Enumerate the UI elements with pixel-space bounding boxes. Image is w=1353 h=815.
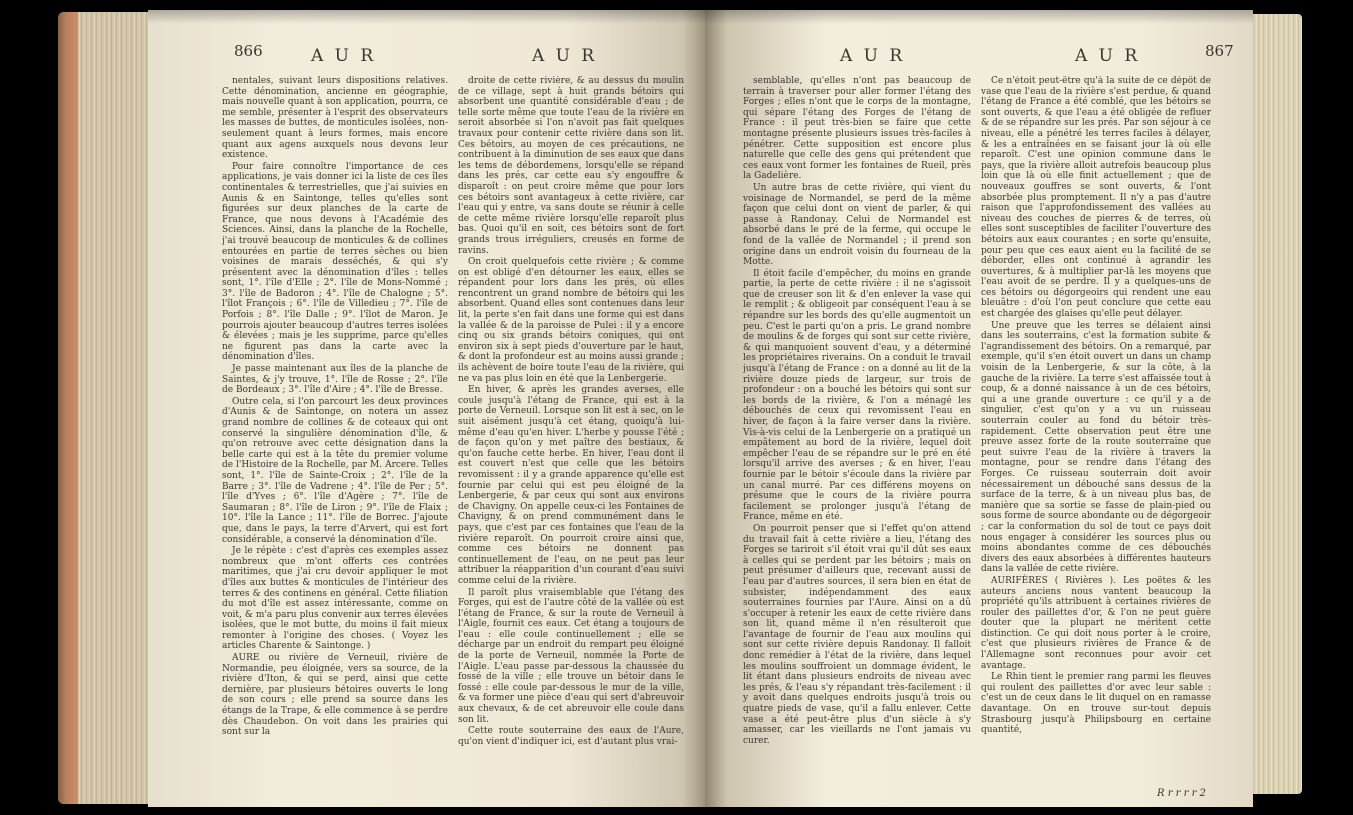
running-head-left-b: A U R — [532, 46, 598, 66]
paragraph: Je le répète : c'est d'après ces exemples assez nombreux que m'ont offerts ces contrées maritimes, que j'ai cru devoir appliquer le mot d'îles aux buttes & monticules de l'intérieur des terres & des continens en général. Cette filiation du mot d'île est assez intéressante, comme on voit, & m'a paru plus convenir aux terres élevées isolées, que le mot butte, du moins il fait mieux remonter à l'origine des choses. ( Voyez les articles Charente & Saintonge. ) — [222, 546, 448, 652]
paragraph: Ce n'étoit peut-être qu'à la suite de ce dépôt de vase que l'eau de la rivière s'est perdue, & quand l'étang de France a été comblé, que les bétoirs se sont ouverts, & que l'eau a été obligée de refluer & de se répandre sur les prés. Par son séjour à ce niveau, elle a pénétré les terres faciles à délayer, & les a entraînées en se faisant jour là où elle reparoît. C'est une opinion commune dans le pays, que la rivière alloit autrefois beaucoup plus loin que là où elle finit actuellement ; que de nouveaux gouffres se sont ouverts, & l'ont absorbée plus promptement. Il n'y a pas d'autre raison que l'approfondissement des vallées au niveau des couches de pierres & de terres, où elles sont susceptibles de faciliter l'ouverture des bétoirs aux eaux courantes ; en sorte qu'ensuite, pour peu que ces eaux aient eu la facilité de se déborder, elles ont continué à agrandir les ouvertures, & à multiplier par-là les moyens que l'eau avoit de se perdre. Il y a quelques-uns de ces bétoirs ou dégorgeoirs qui rendent une eau bleuâtre : d'où l'on peut conclure que cette eau est chargée des glaises qu'elle peut délayer. — [981, 76, 1211, 320]
page-number-right: 867 — [1205, 42, 1234, 60]
right-page — [705, 10, 1253, 807]
paragraph: AURIFÈRES ( Rivières ). Les poëtes & les auteurs anciens nous vantent beaucoup la propriété qu'ils attribuent à certaines rivières de rouler des paillettes d'or, & l'on ne peut guère douter que la plupart ne méritent cette distinction. Ce qui doit nous porter à le croire, c'est que plusieurs rivières de France & de l'Allemagne sont reconnues pour avoir cet avantage. — [981, 575, 1211, 671]
paragraph: Il étoit facile d'empêcher, du moins en grande partie, la perte de cette rivière : il ne s'agissoit que de creuser son lit & d'en enlever la vase qui le remplit ; & obligeoit par conséquent l'eau à se répandre sur les bords des qu'elle augmentoit un peu. C'est le parti qu'on a pris. Le grand nombre de moulins & de forges qui sont sur cette rivière, & qui manquoient souvent d'eau, y a déterminé les propriétaires riverains. On a conduit le travail jusqu'à l'étang de France : on a donné au lit de la rivière douze pieds de largeur, sur trois de profondeur : on a bouché les bétoirs qui sont sur les bords de la rivière, & l'on a ménagé les débouchés de ceux qui revomissent l'eau en hiver, de façon à la faire verser dans la rivière. Vis-à-vis celui de la Lenbergerie on a pratiqué un empâtement au bord de la rivière, lequel doit empêcher l'eau de se répandre sur le pré en été lorsqu'il arrive des averses ; & en hiver, l'eau fournie par le bétoir s'écoule dans la rivière par un canal murré. Par ces différens moyens on présume que le cours de la rivière pourra facilement se prolonger jusqu'à l'étang de France, même en été. — [743, 268, 971, 523]
top-shadow — [148, 10, 705, 24]
book-cover-edge — [58, 12, 78, 804]
top-shadow — [705, 10, 1253, 24]
paragraph: AURE ou rivière de Verneuil, rivière de Normandie, peu éloignée, vers sa source, de la rivière d'Iton, & qui se perd, ainsi que cette dernière, par plusieurs bétoires ouverts le long de son cours ; elle prend sa source dans les étangs de la Trape, & elle commence à se perdre dès Chaudebon. On voit dans les prairies qui sont sur la — [222, 653, 448, 738]
paragraph: Pour faire connoître l'importance de ces applications, je vais donner ici la liste de ces îles continentales & terrestrielles, que j'ai suivies en Aunis & en Saintonge, telles qu'elles sont figurées sur deux planches de la carte de France, que nous devons à l'Académie des Sciences. Ainsi, dans la planche de la Rochelle, j'ai trouvé beaucoup de monticules & de collines entourées en partie de terres sèches ou bien voisines de marais desséchés, & qui s'y présentent avec la dénomination d'îles : telles sont, 1°. l'île d'Elle ; 2°. l'île de Mons-Nommé ; 3°. l'île de Badoron ; 4°. l'île de Chalogne ; 5°. l'îlot François ; 6°. l'île de Villedieu ; 7°. l'île de Porfois ; 8°. l'île Dalle ; 9°. l'îlot de Maron. Je pourrois ajouter beaucoup d'autres terres isolées & élevées ; mais je les supprime, parce qu'elles ne figurent pas dans la carte avec la dénomination d'îles. — [222, 161, 448, 363]
right-page-stack-edge — [1250, 14, 1302, 794]
paragraph: Il paroît plus vraisemblable que l'étang des Forges, qui est de l'autre côté de la vallée où est l'étang de France, & sur la route de Verneuil à l'Aigle, fournit ces eaux. Cet étang a toujours de l'eau : elle coule continuellement ; elle se décharge par un endroit du rempart peu éloigné de la porte de Verneuil, nommée la Porte de l'Aigle. L'eau passe par-dessous la chaussée du fossé de la ville ; elle trouve un bétoir dans le fossé : elle coule par-dessous le mur de la ville, & va former une pièce d'eau qui sert d'abreuvoir aux chevaux, & de cet abreuvoir elle coule dans son lit. — [458, 587, 684, 725]
paragraph: Je passe maintenant aux îles de la planche de Saintes, & j'y trouve, 1°. l'île de Rosse ; 2°. l'île de Bordeaux ; 3°. l'île d'Aire ; 4°. l'île de Bresse. — [222, 364, 448, 396]
paragraph: On pourroit penser que si l'effet qu'on attend du travail fait à cette rivière a lieu, l'étang des Forges se tariroit s'il étoit vrai qu'il dût ses eaux à celles qui se perdent par les bétoirs ; mais on peut présumer d'ailleurs que, recevant aussi de l'eau par d'autres sources, il sera bien en état de subsister, indépendamment des eaux souterraines fournies par l'Aure. Ainsi on a dû s'occuper à retenir les eaux de cette rivière dans son lit, quand même il n'en résulteroit que l'avantage de fournir de l'eau aux moulins qui sont sur cette rivière depuis Randonay. Il falloit donc remédier à l'état de la rivière, dans lequel les moulins souffroient un dommage évident, le lit étant dans plusieurs endroits de niveau avec les prés, & l'eau s'y répandant très-facilement : il y avoit dans quelques endroits jusqu'à trois ou quatre pieds de vase, qu'il a fallu enlever. Cette vase a été peut-être plus d'un siècle à s'y amasser, car les vieillards ne l'ont jamais vu curer. — [743, 523, 971, 746]
left-page — [148, 10, 705, 807]
paragraph: nentales, suivant leurs dispositions relatives. Cette dénomination, ancienne en géographie, mais nouvelle quant à son application, pourra, ce me semble, présenter à l'esprit des observateurs les masses de buttes, de monticules isolées, non-seulement quant à leurs formes, mais encore quant aux agens auxquels nous devons leur existence. — [222, 76, 448, 161]
paragraph: Une preuve que les terres se délaient ainsi dans les souterrains, c'est la formation subite & l'agrandissement des bétoirs. On a remarqué, par exemple, qu'il s'en étoit ouvert un dans un champ voisin de la Lenbergerie, & sur la côte, à la gauche de la rivière. La terre s'est affaissée tout à coup, & a donné naissance à un de ces bétoirs, qui a une grande ouverture : ce qu'il y a de singulier, c'est qu'on y a vu un ruisseau souterrain couler au fond du bétoir très-rapidement. Cette observation peut être une preuve assez forte de la route souterraine que peut suivre l'eau de la rivière à travers la montagne, pour se rendre dans l'étang des Forges. Ce ruisseau souterrain doit avoir nécessairement un débouché sans dessus de la surface de la terre, & à un niveau plus bas, de manière que sa sortie se fasse de plain-pied ou sous forme de source abondante ou de dégorgeoir ; car la conformation du sol de tout ce pays doit nous engager à considérer les sources plus ou moins abondantes comme de ces débouchés divers des eaux absorbées à différentes hauteurs dans la vallée de cette rivière. — [981, 320, 1211, 575]
running-head-right-b: A U R — [1075, 46, 1141, 66]
paragraph: Outre cela, si l'on parcourt les deux provinces d'Aunis & de Saintonge, on notera un assez grand nombre de collines & de coteaux qui ont conservé la singulière dénomination d'île, & qu'on retrouve avec cette désignation dans la belle carte qui est à la tête du premier volume de l'Histoire de la Rochelle, par M. Arcere. Telles sont, 1°. l'île de Sainte-Croix ; 2°. l'île de la Barre ; 3°. l'île de Vadrene ; 4°. l'île de Per ; 5°. l'île d'Yves ; 6°. l'île d'Agère ; 7°. l'île de Saumaran ; 8°. l'île de Liron ; 9°. l'île de Flaix ; 10°. l'île la Lance ; 11°. l'île de Borrec. J'ajoute que, dans le pays, la terre d'Arvert, qui est fort considérable, a conservé la dénomination d'île. — [222, 396, 448, 545]
page-number-left: 866 — [234, 42, 263, 60]
paragraph: semblable, qu'elles n'ont pas beaucoup de terrain à traverser pour aller former l'étang des Forges ; elles n'ont que le corps de la montagne, qui sépare l'étang des Forges de l'étang de France : il peut très-bien se faire que cette montagne présente plusieurs issues très-faciles à pénétrer. Cette supposition est encore plus naturelle que celle des gens qui prétendent que ces eaux vont former les fontaines de Rueil, près la Gadelière. — [743, 76, 971, 182]
left-page-column-1 — [222, 76, 448, 798]
right-page-column-1 — [743, 76, 971, 798]
paragraph: Cette route souterraine des eaux de l'Aure, qu'on vient d'indiquer ici, est d'autant plus vrai- — [458, 726, 684, 747]
running-head-left-a: A U R — [311, 46, 377, 66]
paragraph: Un autre bras de cette rivière, qui vient du voisinage de Normandel, se perd de la même façon que celui dont on vient de parler, & qui passe à Randonay. Celui de Normandel est absorbé dans le pré de la ferme, qui occupe le fond de la vallée de Normandel ; il prend son origine dans un endroit voisin du fourneau de la Motte. — [743, 182, 971, 268]
signature-mark: R r r r r 2 — [1157, 788, 1206, 799]
paragraph: En hiver, & après les grandes averses, elle coule jusqu'à l'étang de France, qui est à la porte de Verneuil. Lorsque son lit est à sec, on le suit aisément jusqu'à cet étang, quoiqu'à lui-même d'eau qu'en hiver. L'herbe y pousse l'été ; de façon qu'on y met paître des bestiaux, & qu'on fauche cette herbe. En hiver, l'eau dont il est couvert n'est que celle que les bétoirs revomissent : il y a grande apparence qu'elle est fournie par celui qui est peu éloigné de la Lenbergerie, & par ceux qui sont aux environs de Chavigny. On appelle ceux-ci les Fontaines de Chavigny, & on prend communément dans le pays, que c'est par ces fontaines que l'eau de la rivière reparoît. On pourroit croire ainsi que, comme ces bétoirs ne donnent pas continuellement de l'eau, on ne peut pas leur attribuer la réapparition d'un courant d'eau suivi comme celui de la rivière. — [458, 385, 684, 586]
paragraph: On croit quelquefois cette rivière ; & comme on est obligé d'en détourner les eaux, elles se répandent pour lors dans les prés, où elles rencontrent un grand nombre de bétoirs qui les absorbent. Quand elles sont contenues dans leur lit, la perte s'en fait dans une forme qui est dans la vallée & de la paroisse de Pulei : il y a encore cinq ou six grands bétoirs coniques, qui ont environ six à sept pieds d'ouverture par le haut, & dont la profondeur est au moins aussi grande ; ils achèvent de boire toute l'eau de la rivière, qui ne va pas plus loin en été que la Lenbergerie. — [458, 257, 684, 384]
paragraph: droite de cette rivière, & au dessus du moulin de ce village, sept à huit grands bétoirs qui absorbent une quantité considérable d'eau ; de telle sorte même que toute l'eau de la rivière en seroit absorbée si l'on n'avoit pas fait quelques travaux pour contenir cette rivière dans son lit. Ces bétoirs, au moyen de ces précautions, ne contribuent à la diminution de ses eaux que dans les tems de débordemens, lorsqu'elle se répand dans les prés, car cette eau s'y engouffre & disparoît : on peut croire même que pour lors ces bétoirs sont avantageux à cette rivière, car l'eau qui y entre, va sans doute se réunir à celle de cette même rivière lorsqu'elle reparoît plus bas. Quoi qu'il en soit, ces bétoirs sont de fort grands trous irréguliers, creusés en forme de ravins. — [458, 76, 684, 256]
paragraph: Le Rhin tient le premier rang parmi les fleuves qui roulent des paillettes d'or avec leur sable : c'est un de ceux dans le lit duquel on en ramasse davantage. On en trouve sur-tout depuis Strasbourg jusqu'à Philipsbourg en certaine quantité, — [981, 672, 1211, 736]
right-page-column-2 — [981, 76, 1211, 788]
running-head-right-a: A U R — [840, 46, 906, 66]
left-page-column-2 — [458, 76, 684, 798]
